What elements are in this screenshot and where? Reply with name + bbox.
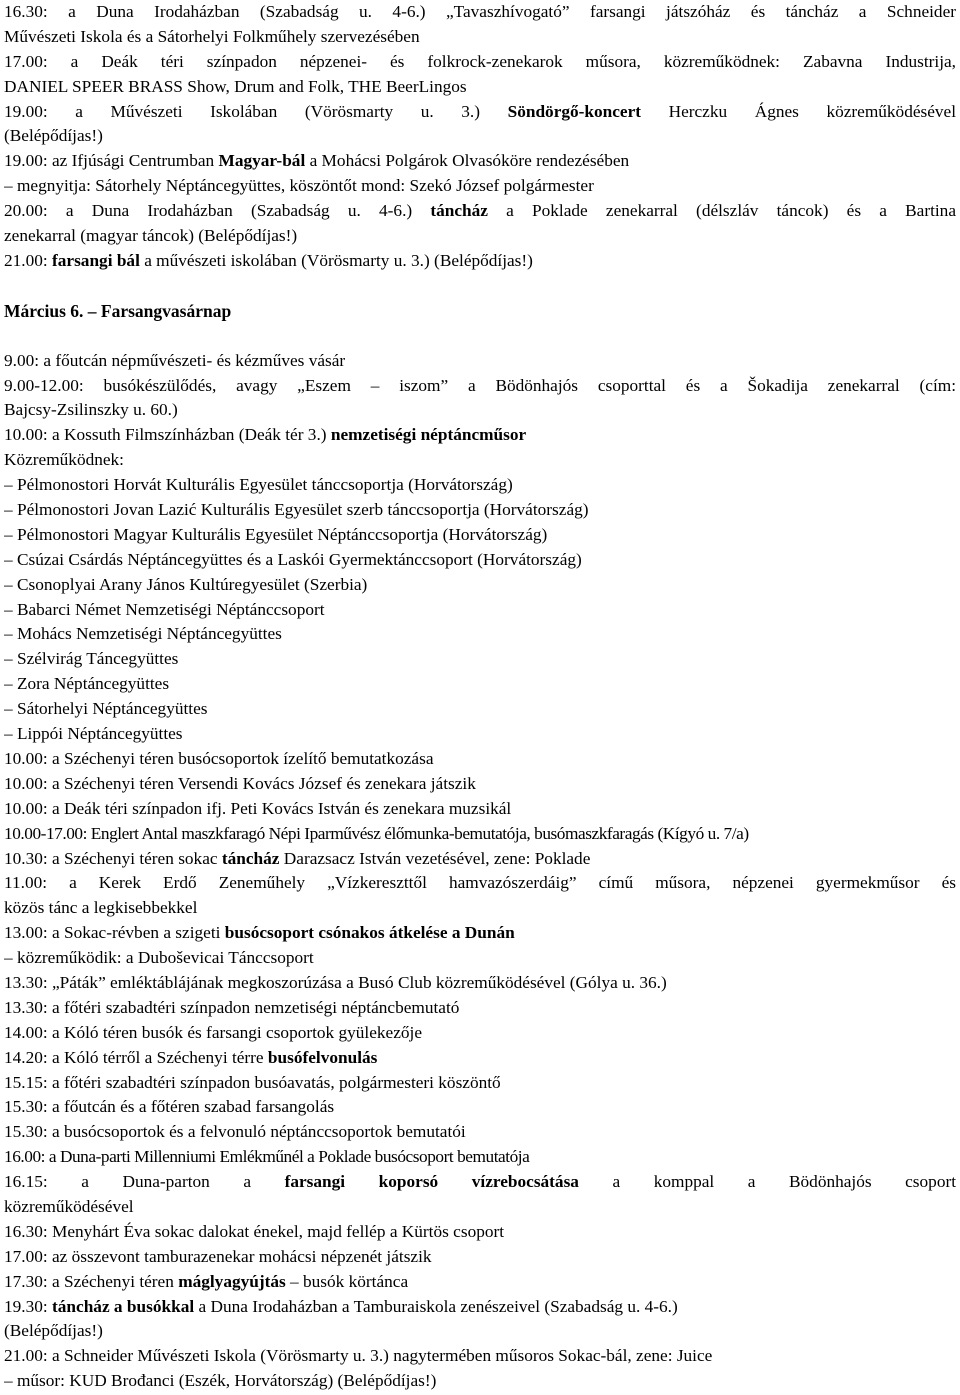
line-text: – Zora Néptáncegyüttes (4, 674, 170, 694)
program-line (4, 1120, 956, 1145)
line-text: 21.00: a Schneider Művészeti Iskola (Vörösmarty u. 3.) nagytermében műsoros Sokac-bál, zene: Juice (4, 1346, 713, 1366)
program-line (4, 946, 956, 971)
program-line (4, 1170, 956, 1195)
line-text: 10.30: a Széchenyi téren sokac (4, 848, 222, 868)
line-text: – busók körtánca (285, 1271, 409, 1291)
line-text: – megnyitja: Sátorhely Néptáncegyüttes, köszöntőt mond: Szekó József polgármester (4, 176, 594, 196)
program-line (4, 1021, 956, 1046)
section-heading: Március 6. – Farsangvasárnap (4, 300, 232, 321)
line-text: a Poklade zenekarral (délszláv táncok) és a Bartina (487, 201, 956, 221)
program-line (4, 199, 956, 224)
program-line (4, 1046, 956, 1071)
line-text: a Mohácsi Polgárok Olvasóköre rendezésében (305, 151, 630, 171)
line-text: – Mohács Nemzetiségi Néptáncegyüttes (4, 624, 282, 644)
highlighted-event-text: Söndörgő-koncert (507, 101, 642, 121)
program-line (4, 374, 956, 399)
program-line (4, 672, 956, 697)
line-text: 13.30: „Páták” emléktáblájának megkoszorúzása a Busó Club közreműködésével (Gólya u. 36.) (4, 972, 667, 992)
highlighted-event-text: farsangi bál (52, 250, 140, 270)
line-text: közös tánc a legkisebbekkel (4, 898, 198, 918)
line-text: 9.00: a főutcán népművészeti- és kézműves vásár (4, 350, 346, 370)
program-line (4, 697, 956, 722)
program-line (4, 1369, 956, 1394)
line-text: 14.00: a Kóló téren busók és farsangi csoportok gyülekezője (4, 1022, 422, 1042)
line-text: Bajcsy-Zsilinszky u. 60.) (4, 400, 178, 420)
line-text: – Babarci Német Nemzetiségi Néptánccsoport (4, 599, 325, 619)
line-text: Herczku Ágnes közreműködésével (641, 101, 956, 121)
highlighted-event-text: busófelvonulás (267, 1047, 378, 1067)
program-line (4, 1220, 956, 1245)
program-line (4, 0, 956, 25)
program-line (4, 1095, 956, 1120)
highlighted-event-text: busócsoport csónakos átkelése a Dunán (224, 923, 515, 943)
highlighted-event-text: Magyar-bál (218, 151, 306, 171)
line-text: 17.00: az összevont tamburazenekar mohácsi népzenét játszik (4, 1246, 432, 1266)
line-text: – Sátorhelyi Néptáncegyüttes (4, 699, 208, 719)
line-text: Darazsacz István vezetésével, zene: Poklade (279, 848, 591, 868)
highlighted-event-text: táncház (430, 201, 488, 221)
highlighted-event-text: nemzetiségi néptáncműsor (330, 425, 527, 445)
line-text: Közreműködnek: (4, 450, 124, 470)
program-line (4, 498, 956, 523)
program-line (4, 174, 956, 199)
line-text: DANIEL SPEER BRASS Show, Drum and Folk, THE BeerLingos (4, 76, 467, 96)
line-text: – Szélvirág Táncegyüttes (4, 649, 179, 669)
program-line (4, 548, 956, 573)
line-text: 17.00: a Deák téri színpadon népzenei- és folkrock-zenekarok műsora, közreműködnek: Zabavna Industrija, (4, 51, 956, 71)
program-line (4, 598, 956, 623)
line-text: – Pélmonostori Horvát Kulturális Egyesület tánccsoportja (Horvátország) (4, 475, 513, 495)
program-line (4, 1195, 956, 1220)
line-text: 17.30: a Széchenyi téren (4, 1271, 179, 1291)
program-line (4, 25, 956, 50)
program-line (4, 822, 956, 847)
line-text: 19.00: a Művészeti Iskolában (Vörösmarty u. 3.) (4, 101, 508, 121)
line-text: a komppal a Bödönhajós csoport (578, 1172, 956, 1192)
line-text: 14.20: a Kóló térről a Széchenyi térre (4, 1047, 268, 1067)
program-line (4, 871, 956, 896)
line-text: 16.15: a Duna-parton a (4, 1172, 285, 1192)
line-text: – Pélmonostori Jovan Lazić Kulturális Egyesület szerb tánccsoportja (Horvátország) (4, 500, 589, 520)
line-text: 20.00: a Duna Irodaházban (Szabadság u. 4-6.) (4, 201, 431, 221)
program-line (4, 224, 956, 249)
line-text: 10.00: a Széchenyi téren busócsoportok ízelítő bemutatkozása (4, 748, 434, 768)
program-line (4, 996, 956, 1021)
program-line (4, 971, 956, 996)
line-text: 15.30: a busócsoportok és a felvonuló néptánccsoportok bemutatói (4, 1122, 466, 1142)
program-line (4, 473, 956, 498)
spacer (4, 324, 956, 349)
line-text: – Csúzai Csárdás Néptáncegyüttes és a Laskói Gyermektánccsoport (Horvátország) (4, 549, 582, 569)
line-text: 11.00: a Kerek Erdő Zeneműhely „Vízkereszttől hamvazószerdáig” című műsora, népzenei gyermekműsor és (4, 873, 956, 893)
program-line (4, 149, 956, 174)
program-line (4, 797, 956, 822)
program-line (4, 349, 956, 374)
line-text: 16.00: a Duna-parti Millenniumi Emlékműnél a Poklade busócsoport bemutatója (4, 1147, 530, 1167)
highlighted-event-text: táncház (221, 848, 280, 868)
program-line (4, 772, 956, 797)
program-line (4, 1071, 956, 1096)
program-line (4, 847, 956, 872)
program-line (4, 249, 956, 274)
program-line (4, 722, 956, 747)
program-line (4, 1145, 956, 1170)
highlighted-event-text: máglyagyújtás (178, 1271, 286, 1291)
highlighted-event-text: farsangi koporsó vízrebocsátása (284, 1172, 579, 1192)
program-line (4, 423, 956, 448)
line-text: 10.00: a Széchenyi téren Versendi Kovács József és zenekara játszik (4, 773, 476, 793)
line-text: 13.30: a főtéri szabadtéri színpadon nemzetiségi néptáncbemutató (4, 997, 460, 1017)
line-text: 15.30: a főutcán és a főtéren szabad farsangolás (4, 1097, 335, 1117)
line-text: 10.00: a Deák téri színpadon ifj. Peti Kovács István és zenekara muzsikál (4, 798, 512, 818)
line-text: a művészeti iskolában (Vörösmarty u. 3.) (Belépődíjas!) (139, 250, 533, 270)
line-text: – műsor: KUD Brođanci (Eszék, Horvátország) (Belépődíjas!) (4, 1371, 437, 1391)
line-text: 10.00-17.00: Englert Antal maszkfaragó Népi Iparművész élőmunka-bemutatója, busómaszkfaragás (Kígyó u. 7/a) (4, 823, 749, 843)
program-line (4, 573, 956, 598)
line-text: 10.00: a Kossuth Filmszínházban (Deák tér 3.) (4, 425, 331, 445)
line-text: 16.30: Menyhárt Éva sokac dalokat énekel, majd fellép a Kürtös csoport (4, 1221, 505, 1241)
program-line (4, 921, 956, 946)
program-line (4, 100, 956, 125)
line-text: – Pélmonostori Magyar Kulturális Egyesület Néptánccsoportja (Horvátország) (4, 524, 548, 544)
program-line (4, 398, 956, 423)
line-text: közreműködésével (4, 1196, 134, 1216)
line-text: 19.30: (4, 1296, 53, 1316)
program-line (4, 1270, 956, 1295)
line-text: zenekarral (magyar táncok) (Belépődíjas!) (4, 226, 298, 246)
program-line (4, 1295, 956, 1320)
line-text: – közreműködik: a Duboševicai Tánccsoport (4, 948, 314, 968)
line-text: – Csonoplyai Arany János Kultúregyesület (Szerbia) (4, 574, 368, 594)
line-text: (Belépődíjas!) (4, 1321, 103, 1341)
program-block-march-6 (4, 349, 956, 1394)
line-text: Művészeti Iskola és a Sátorhelyi Folkműhely szervezésében (4, 26, 420, 46)
line-text: 13.00: a Sokac-révben a szigeti (4, 923, 225, 943)
line-text: 9.00-12.00: busókészülődés, avagy „Eszem – iszom” a Bödönhajós csoporttal és a Šokadija zenekarral (cím: (4, 375, 956, 395)
program-line (4, 75, 956, 100)
program-line (4, 1344, 956, 1369)
program-line (4, 50, 956, 75)
program-line (4, 896, 956, 921)
line-text: 16.30: a Duna Irodaházban (Szabadság u. 4-6.) „Tavaszhívogató” farsangi játszóház és táncház a Schneider (4, 2, 956, 21)
program-line (4, 747, 956, 772)
program-line (4, 448, 956, 473)
program-line (4, 622, 956, 647)
spacer (4, 274, 956, 299)
program-line (4, 523, 956, 548)
line-text: (Belépődíjas!) (4, 126, 103, 146)
line-text: a Duna Irodaházban a Tamburaiskola zenészeivel (Szabadság u. 4-6.) (194, 1296, 678, 1316)
program-line (4, 647, 956, 672)
line-text: 19.00: az Ifjúsági Centrumban (4, 151, 219, 171)
program-line (4, 1319, 956, 1344)
line-text: 21.00: (4, 250, 53, 270)
line-text: 15.15: a főtéri szabadtéri színpadon busóavatás, polgármesteri köszöntő (4, 1072, 501, 1092)
program-line (4, 1245, 956, 1270)
program-line (4, 124, 956, 149)
line-text: – Lippói Néptáncegyüttes (4, 724, 183, 744)
program-block-march-5 (4, 0, 956, 274)
highlighted-event-text: táncház a busókkal (52, 1296, 195, 1316)
